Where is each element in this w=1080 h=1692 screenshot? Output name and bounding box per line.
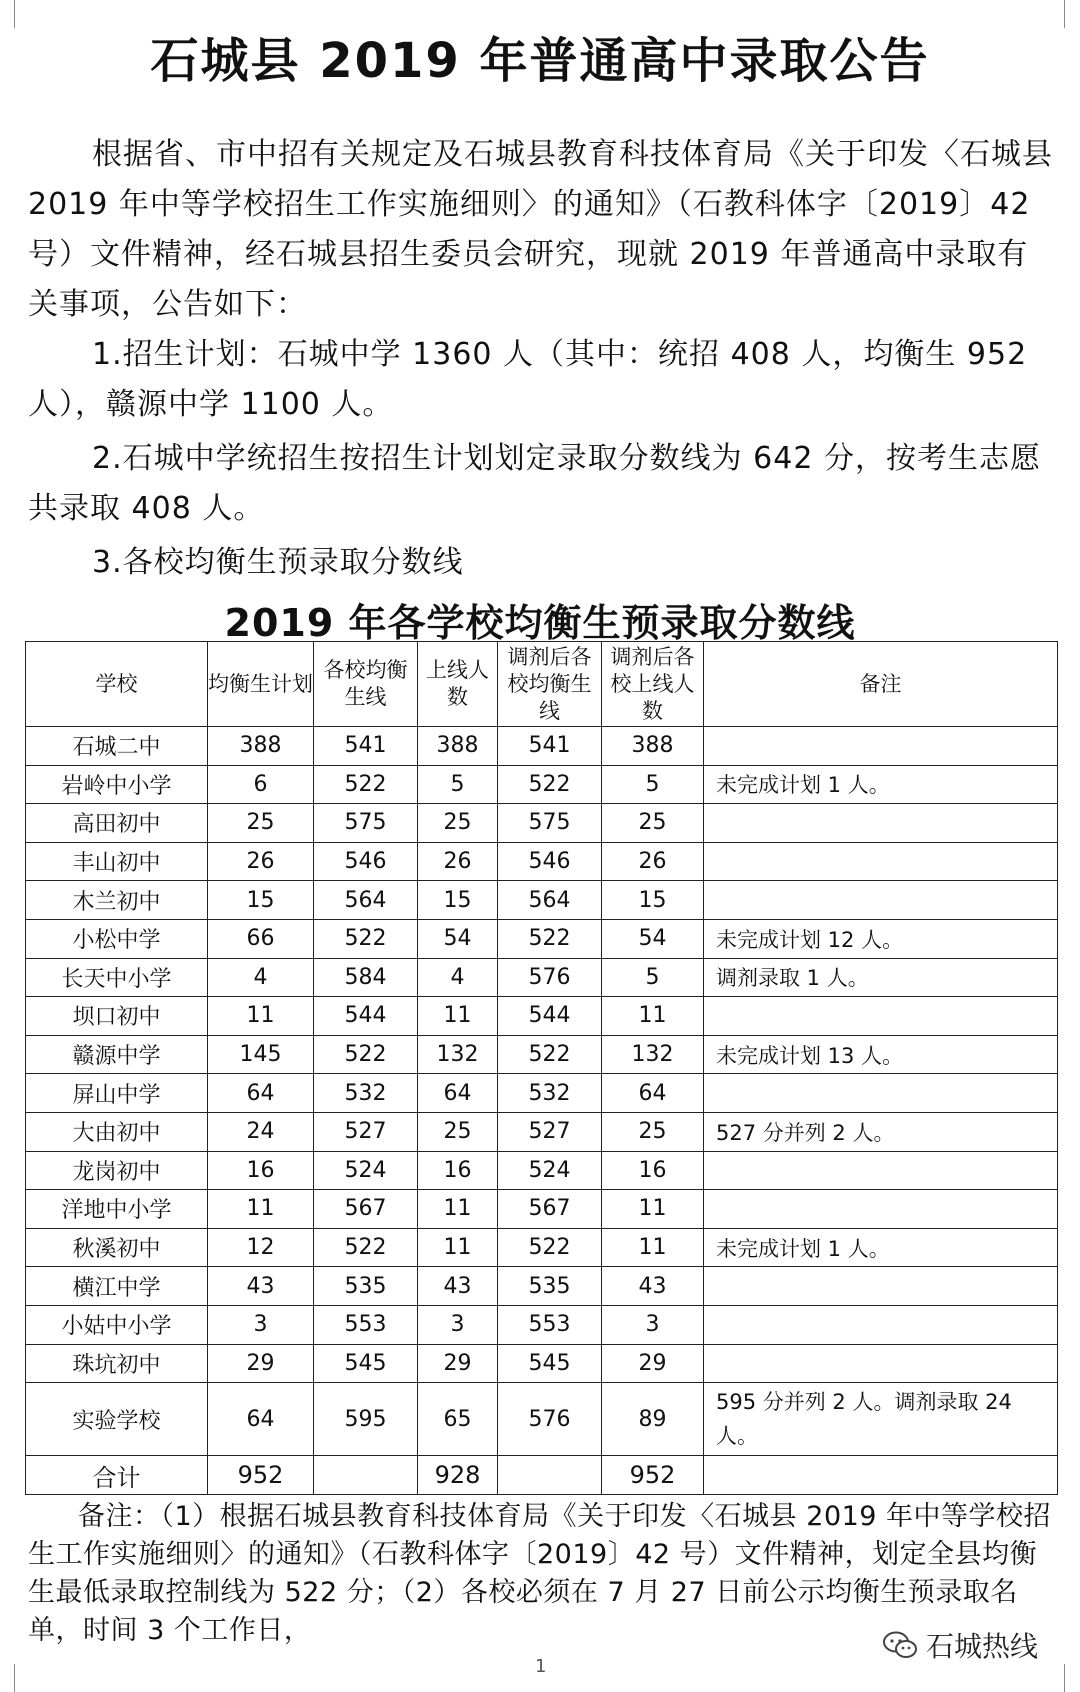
cell-plan: 11: [208, 997, 314, 1036]
cell-plan: 29: [208, 1344, 314, 1383]
cell-count: 15: [418, 881, 498, 920]
cell-line: 527: [314, 1112, 418, 1151]
cell-adjusted-count: 54: [602, 919, 704, 958]
table-row: [26, 1267, 1058, 1306]
cell-remark: [704, 1344, 1058, 1383]
cell-school: 小松中学: [26, 919, 208, 958]
cell-remark: 调剂录取 1 人。: [704, 958, 1058, 997]
table-row: [26, 1383, 1058, 1456]
cell-remark: 未完成计划 12 人。: [704, 919, 1058, 958]
cell-plan: 64: [208, 1383, 314, 1456]
cell-count: 132: [418, 1035, 498, 1074]
cell-adjusted-line: 545: [498, 1344, 602, 1383]
total-plan: 952: [208, 1456, 314, 1495]
cell-adjusted-line: 522: [498, 765, 602, 804]
table-row: [26, 1074, 1058, 1113]
cell-line: 522: [314, 1035, 418, 1074]
table-row: [26, 1228, 1058, 1267]
cell-adjusted-count: 11: [602, 1190, 704, 1229]
table-row: [26, 958, 1058, 997]
cell-line: 545: [314, 1344, 418, 1383]
cell-school: 小姑中小学: [26, 1305, 208, 1344]
cell-count: 29: [418, 1344, 498, 1383]
cell-school: 丰山初中: [26, 842, 208, 881]
cell-line: 541: [314, 727, 418, 766]
header-adjusted-count: 调剂后各校上线人数: [602, 642, 704, 727]
cell-adjusted-count: 64: [602, 1074, 704, 1113]
cell-adjusted-line: 553: [498, 1305, 602, 1344]
cell-count: 26: [418, 842, 498, 881]
cell-adjusted-count: 11: [602, 997, 704, 1036]
header-school-line: 各校均衡生线: [314, 642, 418, 727]
cell-plan: 3: [208, 1305, 314, 1344]
cell-count: 16: [418, 1151, 498, 1190]
total-adjusted-line: [498, 1456, 602, 1495]
cell-line: 522: [314, 1228, 418, 1267]
total-remark: [704, 1456, 1058, 1495]
crop-mark: [14, 1664, 15, 1692]
watermark-text: 石城热线: [926, 1630, 1039, 1663]
cell-adjusted-line: 524: [498, 1151, 602, 1190]
cell-plan: 16: [208, 1151, 314, 1190]
cell-adjusted-line: 522: [498, 919, 602, 958]
table-row: [26, 1305, 1058, 1344]
cell-count: 4: [418, 958, 498, 997]
cell-adjusted-line: 576: [498, 1383, 602, 1456]
table-row: [26, 881, 1058, 920]
table-row: [26, 804, 1058, 843]
cell-line: 544: [314, 997, 418, 1036]
document-title: 石城县 2019 年普通高中录取公告: [150, 33, 930, 89]
total-count: 928: [418, 1456, 498, 1495]
cell-adjusted-count: 89: [602, 1383, 704, 1456]
cell-school: 岩岭中小学: [26, 765, 208, 804]
table-row: [26, 765, 1058, 804]
cell-plan: 26: [208, 842, 314, 881]
cell-remark: [704, 997, 1058, 1036]
cell-line: 553: [314, 1305, 418, 1344]
cell-count: 11: [418, 1228, 498, 1267]
cell-adjusted-line: 564: [498, 881, 602, 920]
cell-remark: 595 分并列 2 人。调剂录取 24 人。: [704, 1383, 1058, 1456]
cell-school: 珠坑初中: [26, 1344, 208, 1383]
cell-adjusted-line: 576: [498, 958, 602, 997]
cell-count: 25: [418, 804, 498, 843]
table-row: [26, 1151, 1058, 1190]
cell-plan: 66: [208, 919, 314, 958]
cell-adjusted-count: 29: [602, 1344, 704, 1383]
cell-adjusted-count: 11: [602, 1228, 704, 1267]
table-row: [26, 1112, 1058, 1151]
footnote: 备注：（1）根据石城县教育科技体育局《关于印发〈石城县 2019 年中等学校招生工作实施细则〉的通知》（石教科体字〔2019〕42 号）文件精神，划定全县均衡生最低录取控制线为 522 分；（2）各校必须在 7 月 27 日前公示均衡生预录取名单，时间 3 个工作日，: [28, 1501, 1052, 1646]
cell-adjusted-count: 132: [602, 1035, 704, 1074]
cell-count: 11: [418, 997, 498, 1036]
cell-school: 秋溪初中: [26, 1228, 208, 1267]
cell-adjusted-line: 575: [498, 804, 602, 843]
cell-count: 3: [418, 1305, 498, 1344]
cell-line: 532: [314, 1074, 418, 1113]
cell-plan: 64: [208, 1074, 314, 1113]
cell-plan: 145: [208, 1035, 314, 1074]
cell-school: 赣源中学: [26, 1035, 208, 1074]
cell-school: 长天中小学: [26, 958, 208, 997]
cell-adjusted-count: 26: [602, 842, 704, 881]
table-row: [26, 997, 1058, 1036]
cell-school: 屏山中学: [26, 1074, 208, 1113]
cell-adjusted-count: 3: [602, 1305, 704, 1344]
cell-adjusted-line: 527: [498, 1112, 602, 1151]
cell-adjusted-count: 5: [602, 958, 704, 997]
cell-remark: [704, 727, 1058, 766]
cell-school: 木兰初中: [26, 881, 208, 920]
cell-count: 65: [418, 1383, 498, 1456]
crop-mark: [1064, 1664, 1065, 1692]
cell-school: 高田初中: [26, 804, 208, 843]
cell-remark: [704, 1074, 1058, 1113]
cell-plan: 43: [208, 1267, 314, 1306]
cell-school: 大由初中: [26, 1112, 208, 1151]
enrollment-plan-paragraph: 1.招生计划：石城中学 1360 人（其中：统招 408 人，均衡生 952 人），赣源中学 1100 人。: [28, 337, 1028, 422]
total-adjusted-count: 952: [602, 1456, 704, 1495]
cell-school: 洋地中小学: [26, 1190, 208, 1229]
cell-line: 546: [314, 842, 418, 881]
cell-count: 11: [418, 1190, 498, 1229]
cell-adjusted-count: 43: [602, 1267, 704, 1306]
cell-line: 522: [314, 765, 418, 804]
total-label: 合计: [26, 1456, 208, 1495]
cell-school: 横江中学: [26, 1267, 208, 1306]
header-remarks: 备注: [704, 642, 1058, 727]
cell-line: 564: [314, 881, 418, 920]
cell-remark: [704, 1305, 1058, 1344]
table-row: [26, 1035, 1058, 1074]
cell-remark: 未完成计划 1 人。: [704, 765, 1058, 804]
cell-plan: 388: [208, 727, 314, 766]
cell-school: 坝口初中: [26, 997, 208, 1036]
cell-plan: 4: [208, 958, 314, 997]
cell-school: 龙岗初中: [26, 1151, 208, 1190]
cell-line: 584: [314, 958, 418, 997]
cell-adjusted-count: 5: [602, 765, 704, 804]
table-title: 2019 年各学校均衡生预录取分数线: [224, 601, 856, 645]
cell-plan: 12: [208, 1228, 314, 1267]
cell-adjusted-line: 567: [498, 1190, 602, 1229]
cell-remark: [704, 804, 1058, 843]
intro-paragraph: 根据省、市中招有关规定及石城县教育科技体育局《关于印发〈石城县 2019 年中等学校招生工作实施细则〉的通知》（石教科体字〔2019〕42 号）文件精神，经石城县招生委员会研究，现就 2019 年普通高中录取有关事项，公告如下：: [28, 137, 1053, 322]
cell-line: 522: [314, 919, 418, 958]
cell-remark: 未完成计划 1 人。: [704, 1228, 1058, 1267]
cell-remark: [704, 842, 1058, 881]
cell-school: 实验学校: [26, 1383, 208, 1456]
cell-line: 575: [314, 804, 418, 843]
cell-line: 567: [314, 1190, 418, 1229]
total-line: [314, 1456, 418, 1495]
table-row: [26, 727, 1058, 766]
cell-adjusted-count: 388: [602, 727, 704, 766]
cell-remark: [704, 1190, 1058, 1229]
cell-plan: 25: [208, 804, 314, 843]
table-header-row: [26, 642, 1058, 727]
cell-adjusted-count: 16: [602, 1151, 704, 1190]
cell-adjusted-count: 25: [602, 1112, 704, 1151]
cell-remark: [704, 881, 1058, 920]
balanced-students-heading: 3.各校均衡生预录取分数线: [92, 545, 464, 580]
watermark: [882, 1625, 1038, 1665]
cell-line: 595: [314, 1383, 418, 1456]
table-row: [26, 919, 1058, 958]
cell-line: 535: [314, 1267, 418, 1306]
cell-count: 43: [418, 1267, 498, 1306]
cell-remark: 未完成计划 13 人。: [704, 1035, 1058, 1074]
cell-count: 54: [418, 919, 498, 958]
cell-adjusted-line: 522: [498, 1035, 602, 1074]
cell-adjusted-count: 25: [602, 804, 704, 843]
table-row: [26, 1190, 1058, 1229]
cell-count: 25: [418, 1112, 498, 1151]
cell-plan: 24: [208, 1112, 314, 1151]
score-table: [25, 641, 1058, 1495]
cell-plan: 11: [208, 1190, 314, 1229]
total-row: [26, 1456, 1058, 1495]
header-adjusted-line: 调剂后各校均衡生线: [498, 642, 602, 727]
cell-school: 石城二中: [26, 727, 208, 766]
cell-remark: 527 分并列 2 人。: [704, 1112, 1058, 1151]
cell-count: 388: [418, 727, 498, 766]
cell-count: 64: [418, 1074, 498, 1113]
cell-adjusted-line: 544: [498, 997, 602, 1036]
header-plan: 均衡生计划: [208, 642, 314, 727]
cell-adjusted-line: 532: [498, 1074, 602, 1113]
cell-plan: 6: [208, 765, 314, 804]
header-school: 学校: [26, 642, 208, 727]
cell-adjusted-line: 535: [498, 1267, 602, 1306]
cell-remark: [704, 1151, 1058, 1190]
header-qualified-count: 上线人数: [418, 642, 498, 727]
cell-adjusted-count: 15: [602, 881, 704, 920]
table-row: [26, 842, 1058, 881]
cell-adjusted-line: 522: [498, 1228, 602, 1267]
cell-count: 5: [418, 765, 498, 804]
cell-line: 524: [314, 1151, 418, 1190]
cell-adjusted-line: 541: [498, 727, 602, 766]
page-number: 1: [535, 1656, 547, 1677]
table-row: [26, 1344, 1058, 1383]
cell-remark: [704, 1267, 1058, 1306]
wechat-icon: [882, 1630, 918, 1660]
cutoff-score-paragraph: 2.石城中学统招生按招生计划划定录取分数线为 642 分，按考生志愿共录取 408 人。: [28, 441, 1041, 526]
cell-adjusted-line: 546: [498, 842, 602, 881]
cell-plan: 15: [208, 881, 314, 920]
